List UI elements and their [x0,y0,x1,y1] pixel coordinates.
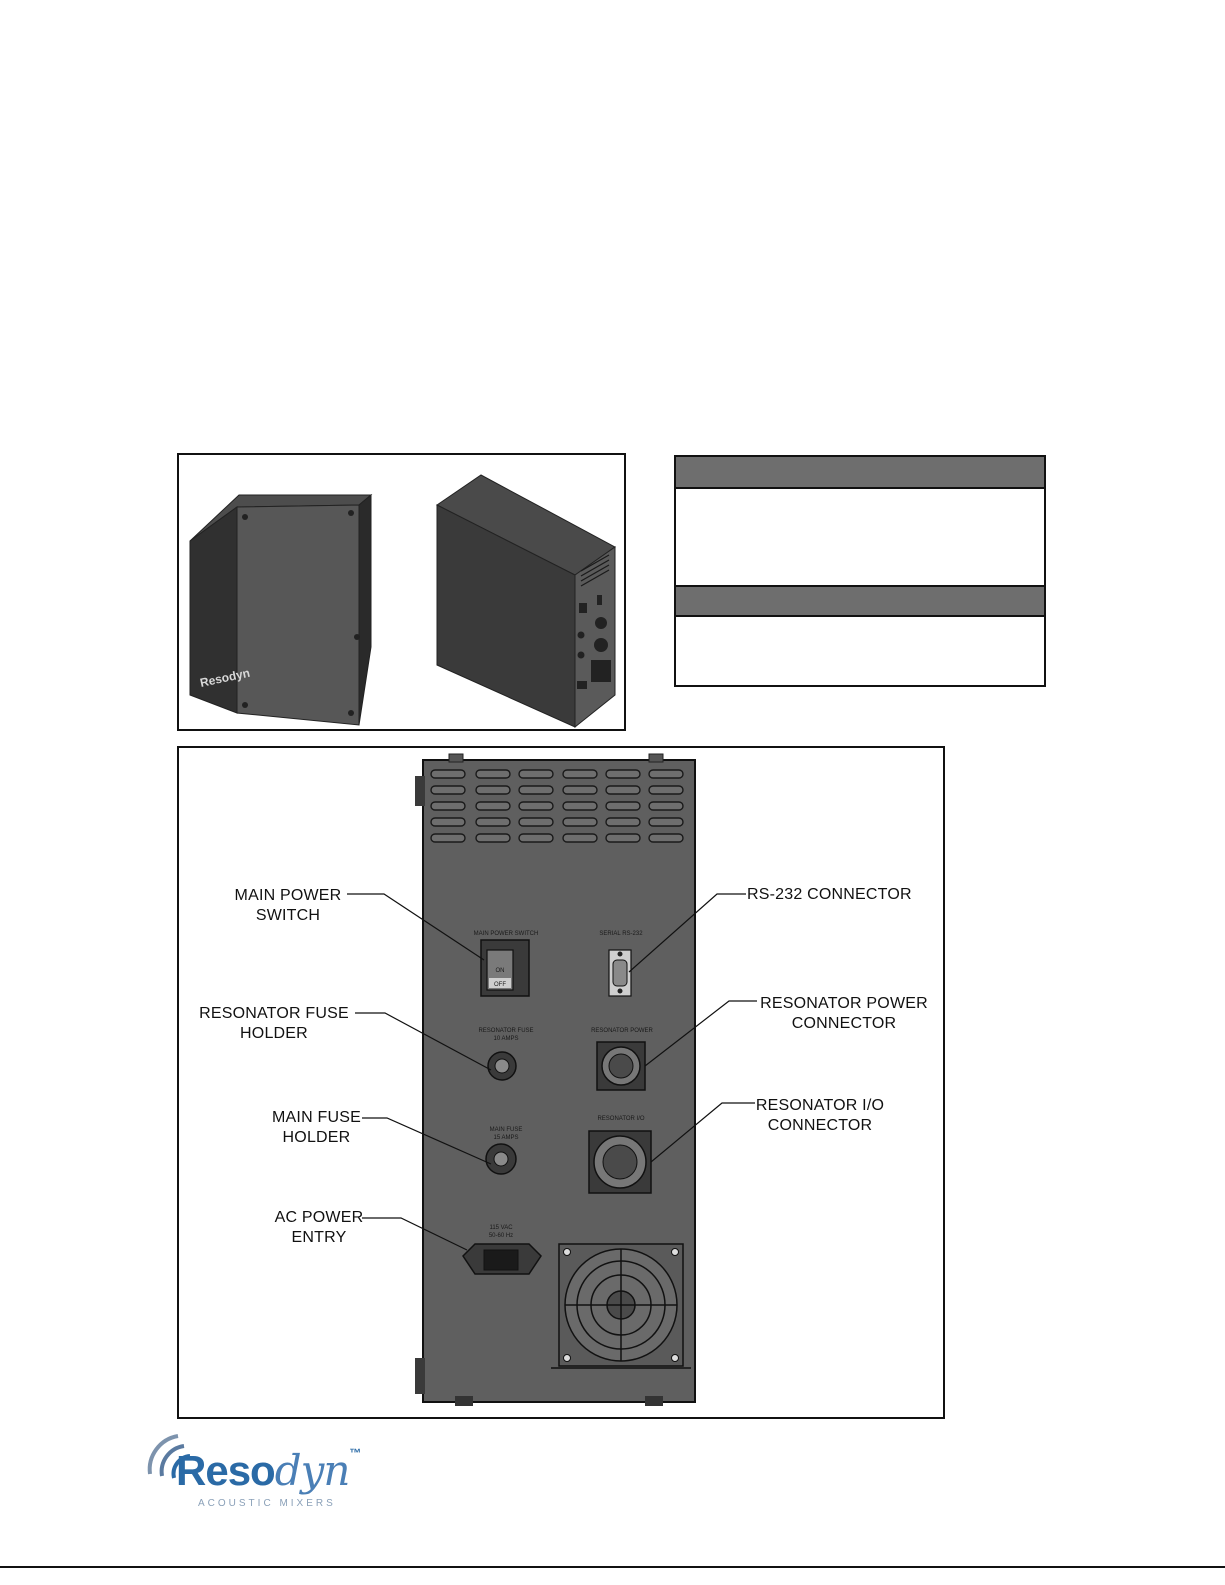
callout-main-power-switch: MAIN POWER SWITCH [234,887,342,924]
switch-off-label: OFF [494,982,506,988]
spec-table [674,455,1046,687]
panel-label-ac-1: 115 VAC [489,1225,513,1231]
table-cell-1 [676,489,1044,587]
panel-label-resonator-fuse-2: 10 AMPS [493,1036,519,1042]
panel-label-resonator-power: RESONATOR POWER [591,1028,653,1034]
callout-resonator-fuse-holder: RESONATOR FUSE HOLDER [199,1005,349,1042]
panel-label-resonator-fuse-1: RESONATOR FUSE [478,1028,534,1034]
logo-dyn: dyn [274,1446,350,1495]
enclosure-views-figure [177,453,626,731]
rear-panel-illustration [179,748,943,1417]
logo-reso: Reso [176,1447,275,1494]
logo-tagline: ACOUSTIC MIXERS [198,1498,336,1509]
panel-label-main-power-switch: MAIN POWER SWITCH [473,931,539,937]
panel-label-resonator-io: RESONATOR I/O [597,1116,645,1122]
panel-label-serial: SERIAL RS-232 [599,931,643,937]
logo-tm: ™ [349,1446,361,1460]
callout-ac-power-entry: AC POWER ENTRY [274,1209,364,1246]
rs232-port[interactable] [613,960,627,986]
callout-rs232-connector: RS-232 CONNECTOR [747,886,912,903]
callout-main-fuse-holder: MAIN FUSE HOLDER [272,1109,361,1146]
rear-enclosure [437,475,615,727]
front-enclosure [190,495,371,725]
table-header-1 [676,457,1044,489]
enclosure-illustration [179,455,624,729]
panel-label-main-fuse-1: MAIN FUSE [489,1127,523,1133]
cooling-fan [551,1244,691,1368]
callout-resonator-io-connector: RESONATOR I/O CONNECTOR [755,1097,885,1134]
panel-label-main-fuse-2: 15 AMPS [493,1135,519,1141]
callout-resonator-power-connector: RESONATOR POWER CONNECTOR [760,995,928,1032]
switch-on-label: ON [495,968,505,974]
table-header-2 [676,587,1044,617]
rear-panel-figure [177,746,945,1419]
bottom-rule [0,1566,1225,1568]
resodyn-footer-logo [138,1428,378,1514]
product-logo: Resodyn [198,665,252,690]
panel-label-ac-2: 50-60 Hz [488,1233,514,1239]
